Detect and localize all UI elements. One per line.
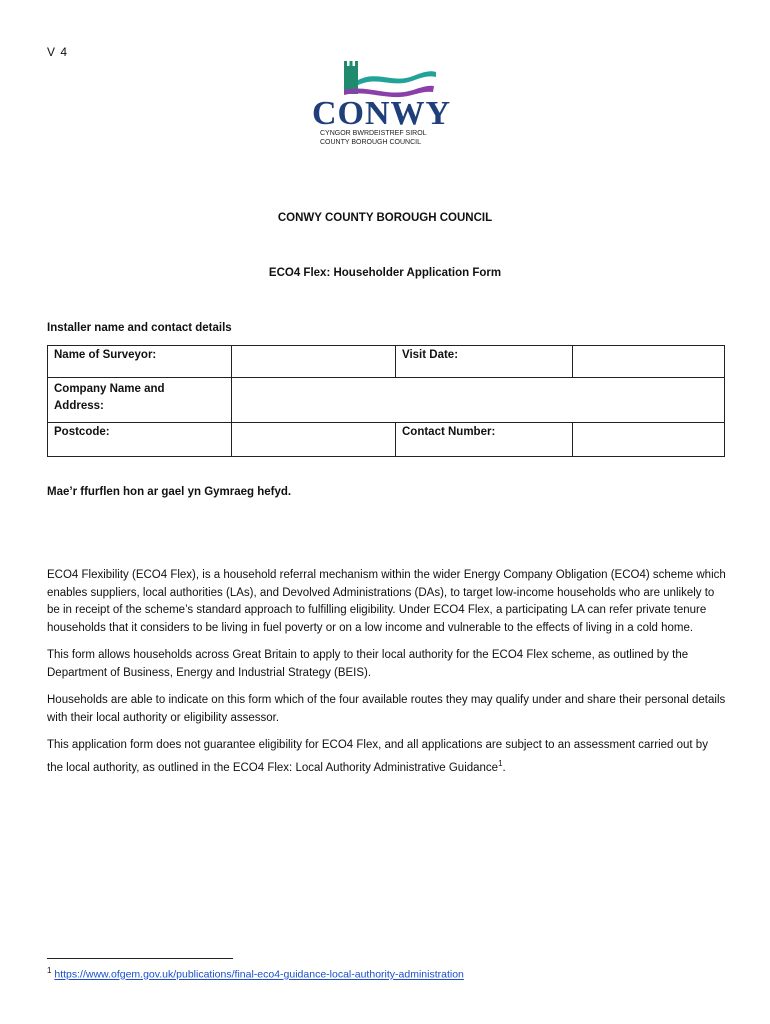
installer-section-heading: Installer name and contact details bbox=[47, 322, 232, 334]
visit-date-label: Visit Date: bbox=[396, 346, 573, 378]
company-input[interactable] bbox=[232, 378, 725, 423]
surveyor-label: Name of Surveyor: bbox=[48, 346, 232, 378]
footnote-number: 1 bbox=[47, 966, 52, 975]
paragraph-eligibility-text: This application form does not guarantee eligibility for ECO4 Flex, and all applications are subject to an assessment carried out by the local authority, as outlined in the ECO4 Flex: Local Authority Administrative Guidance bbox=[47, 739, 708, 774]
logo-subtitle-welsh: CYNGOR BWRDEISTREF SIROL bbox=[320, 130, 427, 137]
paragraph-form-purpose: This form allows households across Great Britain to apply to their local authority for the ECO4 Flex scheme, as outlined by the Department of Business, Energy and Industrial Strategy (BEIS). bbox=[47, 649, 689, 679]
body-text bbox=[47, 567, 727, 787]
footnote-reference[interactable]: 1 bbox=[498, 758, 503, 768]
contact-number-input[interactable] bbox=[573, 423, 725, 457]
visit-date-input[interactable] bbox=[573, 346, 725, 378]
logo-wordmark: CONWY bbox=[312, 95, 452, 132]
teal-wave-icon bbox=[358, 71, 436, 85]
postcode-label: Postcode: bbox=[48, 423, 232, 457]
welsh-availability-note: Mae’r ffurflen hon ar gael yn Gymraeg hefyd. bbox=[47, 486, 292, 498]
logo-subtitle-english: COUNTY BOROUGH COUNCIL bbox=[320, 139, 421, 146]
footnote-divider bbox=[47, 958, 233, 959]
form-title: ECO4 Flex: Householder Application Form bbox=[268, 267, 502, 279]
footnote bbox=[47, 966, 464, 981]
postcode-input[interactable] bbox=[232, 423, 396, 457]
contact-number-label: Contact Number: bbox=[396, 423, 573, 457]
company-label: Company Name and Address: bbox=[48, 378, 232, 423]
paragraph-eligibility bbox=[47, 737, 727, 777]
version-label: V 4 bbox=[47, 45, 69, 59]
conwy-logo bbox=[308, 56, 463, 152]
paragraph-routes: Households are able to indicate on this form which of the four available routes they may qualify under and share their personal details with their local authority or eligibility assessor. bbox=[47, 694, 726, 724]
council-title: CONWY COUNTY BOROUGH COUNCIL bbox=[277, 212, 493, 224]
surveyor-input[interactable] bbox=[232, 346, 396, 378]
installer-details-table bbox=[47, 345, 725, 457]
ofgem-guidance-link[interactable]: https://www.ofgem.gov.uk/publications/final-eco4-guidance-local-authority-administration bbox=[54, 968, 464, 981]
paragraph-eco4-intro: ECO4 Flexibility (ECO4 Flex), is a household referral mechanism within the wider Energy Company Obligation (ECO4) scheme which enables suppliers, local authorities (LAs), and Devolved Administrations (DAs), to target low-income households who are unlikely to be in receipt of the scheme’s standard approach to fulfilling eligibility. Under ECO4 Flex, a participating LA can refer private tenure households that it considers to be living in fuel poverty or on a low income and vulnerable to the effects of living in a cold home. bbox=[47, 569, 726, 634]
paragraph-eligibility-end: . bbox=[502, 761, 506, 774]
